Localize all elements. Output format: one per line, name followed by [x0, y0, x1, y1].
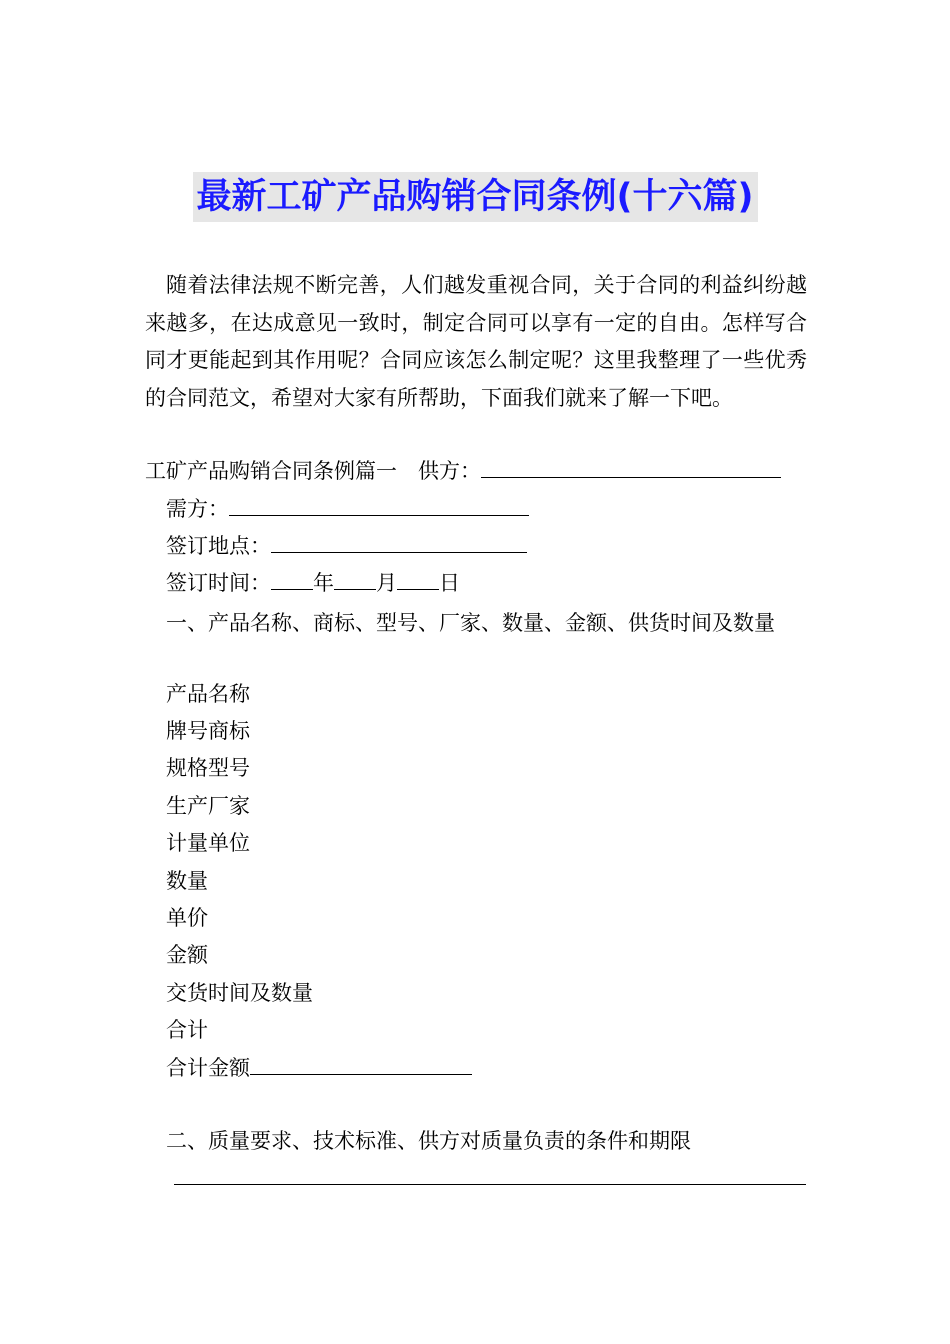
day-blank: [397, 567, 439, 590]
item-row: 规格型号: [166, 756, 250, 780]
document-title: 最新工矿产品购销合同条例(十六篇): [193, 172, 758, 222]
day-label: 日: [439, 571, 460, 595]
supplier-blank: [481, 455, 781, 478]
item-row: 合计: [166, 1018, 208, 1042]
year-blank: [271, 567, 313, 590]
buyer-label: 需方：: [166, 497, 229, 521]
total-amount-blank: [250, 1052, 472, 1075]
item-row: 金额: [166, 943, 208, 967]
buyer-blank: [229, 493, 529, 516]
year-label: 年: [313, 571, 334, 595]
place-blank: [271, 530, 527, 553]
item-row: 产品名称: [166, 682, 250, 706]
section-heading-line: [145, 455, 781, 486]
clause-2: 二、质量要求、技术标准、供方对质量负责的条件和期限: [166, 1129, 691, 1153]
total-amount-label: 合计金额: [166, 1056, 250, 1080]
clause-1: 一、产品名称、商标、型号、厂家、数量、金额、供货时间及数量: [166, 611, 775, 635]
month-label: 月: [376, 571, 397, 595]
place-label: 签订地点：: [166, 534, 271, 558]
time-line: [166, 567, 460, 598]
clause-2-blank: [174, 1184, 806, 1185]
item-row: 数量: [166, 869, 208, 893]
section-title: 工矿产品购销合同条例篇一: [145, 459, 397, 483]
buyer-line: [166, 493, 529, 524]
item-row: 计量单位: [166, 831, 250, 855]
item-row: 牌号商标: [166, 719, 250, 743]
time-label: 签订时间：: [166, 571, 271, 595]
place-line: [166, 530, 527, 561]
item-row: 单价: [166, 906, 208, 930]
title-container: [0, 172, 950, 222]
total-amount-line: [166, 1052, 472, 1083]
intro-paragraph: 随着法律法规不断完善，人们越发重视合同，关于合同的利益纠纷越来越多，在达成意见一致时，制定合同可以享有一定的自由。怎样写合同才更能起到其作用呢？合同应该怎么制定呢？这里我整理了一些优秀的合同范文，希望对大家有所帮助，下面我们就来了解一下吧。: [145, 273, 807, 410]
supplier-label: 供方：: [418, 459, 481, 483]
item-row: 交货时间及数量: [166, 981, 313, 1005]
month-blank: [334, 567, 376, 590]
item-row: 生产厂家: [166, 794, 250, 818]
